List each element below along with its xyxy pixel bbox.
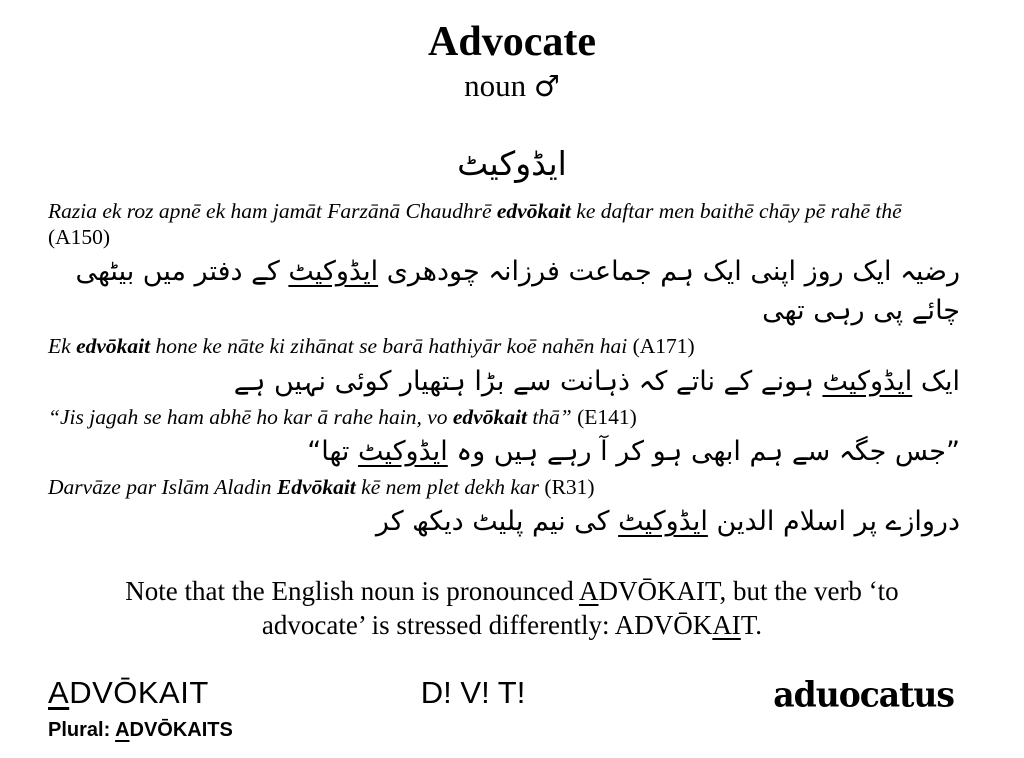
urdu-text: کی نیم پلیٹ دیکھ کر — [375, 506, 619, 538]
citation: (E141) — [577, 404, 637, 429]
roman-text: Ek — [48, 334, 77, 359]
keyword-bold: edvōkait — [452, 404, 527, 429]
plural-form — [48, 719, 233, 742]
example-sentences — [48, 198, 960, 542]
example-roman-4 — [48, 474, 960, 500]
pronunciation-column — [48, 675, 233, 742]
urdu-text: تھا“ — [307, 435, 359, 467]
pronunciation-text: DVŌKAIT — [69, 674, 209, 710]
urdu-text: دروازے پر اسلام الدین — [707, 506, 960, 538]
roman-text: “Jis jagah se ham abhē ho kar ā rahe hain, vo — [48, 404, 453, 429]
part-of-speech: noun — [464, 68, 527, 104]
roman-text: Darvāze par Islām Aladin — [48, 475, 277, 500]
urdu-headword: ایڈوکیٹ — [457, 144, 567, 184]
pronunciation-note — [88, 575, 936, 643]
entry-footer — [48, 675, 954, 742]
urdu-text: رضیہ ایک روز اپنی ایک ہم جماعت فرزانہ چودھری — [378, 256, 960, 288]
stressed-letter: A — [578, 576, 599, 607]
latin-etymology: aduocatus — [773, 674, 954, 715]
keyword-underlined: ایڈوکیٹ — [358, 435, 448, 467]
example-urdu-1 — [48, 252, 960, 330]
note-text: Note that the English noun is pronounced — [125, 576, 579, 607]
citation: (A171) — [632, 334, 695, 359]
urdu-text: ہونے کے ناتے کہ ذہانت سے بڑا ہتھیار کوئی نہیں ہے — [233, 365, 823, 397]
example-roman-3 — [48, 404, 960, 430]
urdu-text: ایک — [912, 365, 960, 397]
keyword-bold: Edvōkait — [276, 475, 356, 500]
note-text: , but the verb ‘to advocate’ is stressed differently: ADVŌK — [261, 576, 899, 641]
part-of-speech-line — [0, 68, 1024, 104]
male-gender-icon: ♂ — [533, 69, 560, 104]
example-urdu-4 — [48, 502, 960, 541]
roman-text: hone ke nāte ki zihānat se barā hathiyār koē nahēn hai — [150, 334, 633, 359]
source-shorthand: D! V! T! — [420, 674, 526, 710]
roman-text: kē nem plet dekh kar — [355, 475, 545, 500]
citation: (R31) — [544, 475, 595, 500]
note-text: T. — [740, 610, 763, 641]
pronunciation — [48, 675, 233, 711]
entry-title: Advocate — [428, 19, 596, 65]
example-roman-2 — [48, 333, 960, 359]
roman-text: Razia ek roz apnē ek ham jamāt Farzānā Chaudhrē — [48, 198, 497, 223]
keyword-underlined: ایڈوکیٹ — [618, 506, 708, 538]
keyword-underlined: ایڈوکیٹ — [288, 256, 379, 288]
stressed-letter: A — [115, 718, 130, 741]
keyword-underlined: ایڈوکیٹ — [822, 365, 913, 397]
plural-label: Plural: — [48, 718, 116, 741]
roman-text: ke daftar men baithē chāy pē rahē thē — [570, 198, 902, 223]
example-urdu-3 — [48, 432, 960, 471]
note-text: DVŌKAIT — [598, 576, 720, 607]
stressed-letter: A — [48, 674, 70, 710]
stressed-letters: AI — [712, 610, 741, 641]
urdu-text: کے دفتر میں بیٹھی چائے پی رہی تھی — [75, 256, 960, 327]
example-roman-1 — [48, 198, 960, 250]
keyword-bold: edvōkait — [76, 334, 151, 359]
urdu-text: ”جس جگہ سے ہم ابھی ہو کر آ رہے ہیں وہ — [447, 435, 960, 467]
plural-text: DVŌKAITS — [129, 718, 233, 741]
example-urdu-2 — [48, 362, 960, 401]
roman-text: thā” — [526, 404, 578, 429]
citation: (A150) — [48, 224, 111, 249]
keyword-bold: edvōkait — [496, 198, 571, 223]
